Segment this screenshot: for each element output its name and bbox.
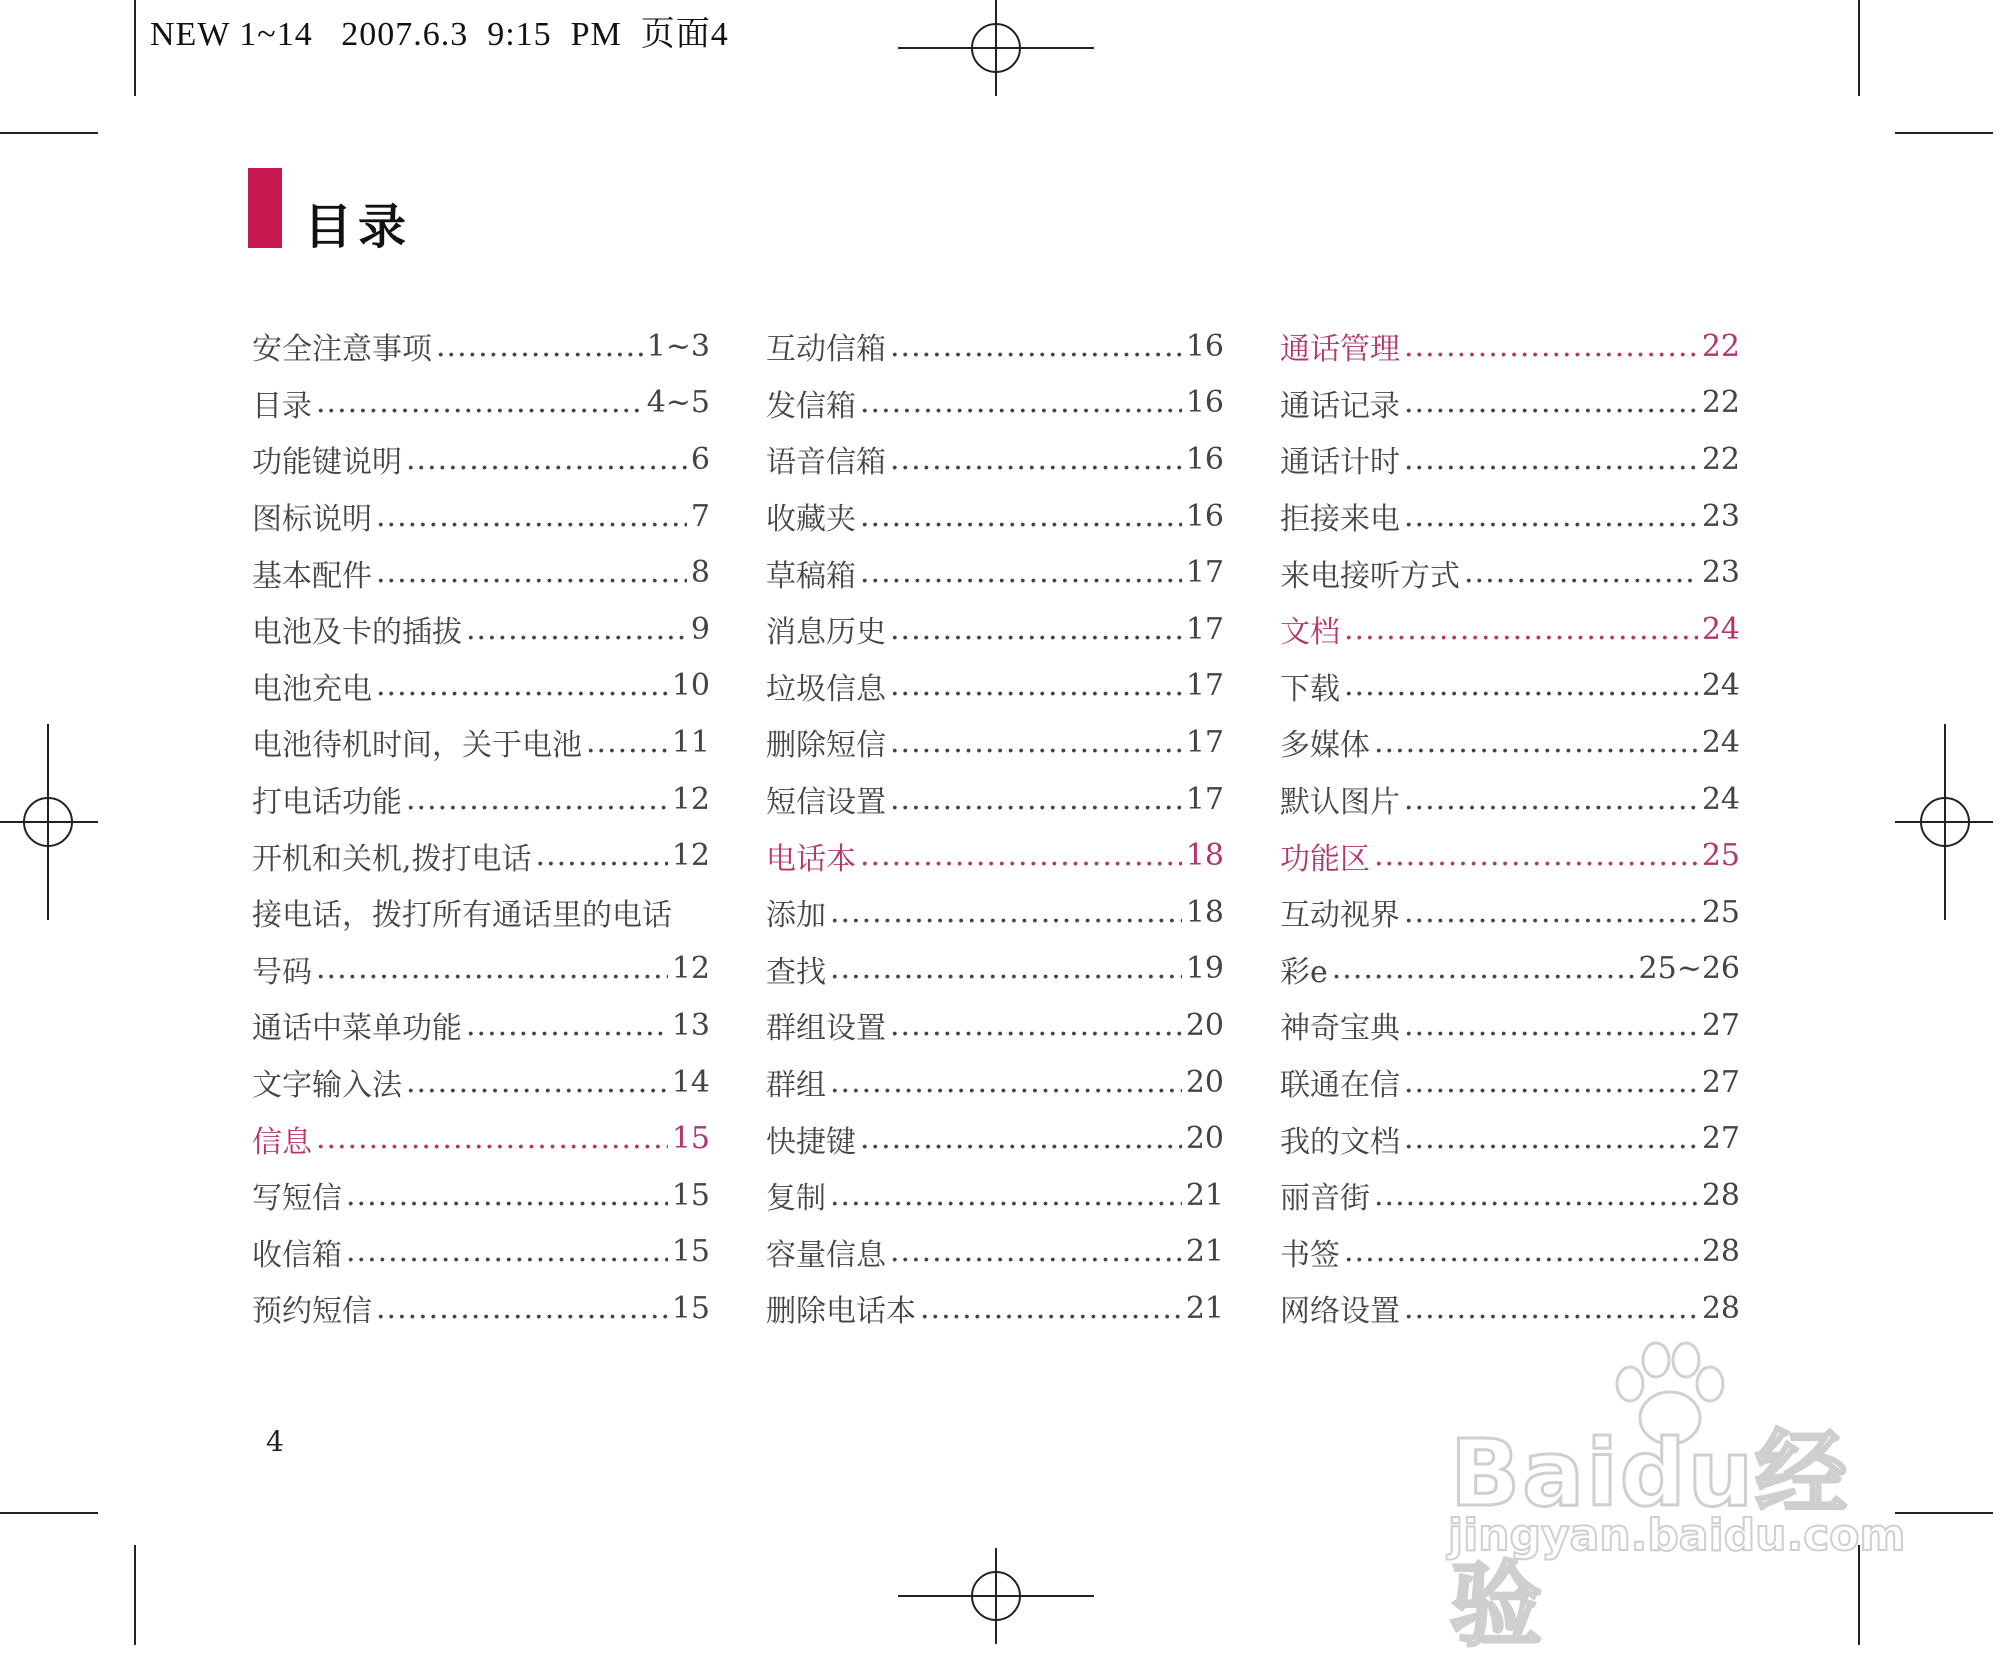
toc-entry [252, 544, 710, 601]
toc-leader-dots [466, 612, 687, 647]
toc-entry-page: 15 [671, 1290, 710, 1326]
toc-column-3 [1280, 318, 1740, 1337]
crop-mark [1858, 0, 1860, 96]
toc-leader-dots [1404, 782, 1698, 817]
toc-leader-dots [376, 499, 687, 534]
toc-entry-page: 16 [1185, 385, 1224, 421]
toc-entry-page: 21 [1185, 1177, 1224, 1213]
toc-entry-label: 互动视界 [1280, 898, 1400, 934]
toc-entry [766, 1110, 1224, 1167]
toc-entry-label: 预约短信 [252, 1294, 372, 1330]
toc-entry-page: 16 [1185, 441, 1224, 477]
toc-entry-page: 27 [1701, 1121, 1740, 1157]
toc-entry-page: 24 [1701, 611, 1740, 647]
crop-mark [0, 132, 98, 134]
toc-entry-label: 功能区 [1280, 841, 1370, 877]
toc-leader-dots [1404, 1121, 1698, 1156]
toc-entry-label: 下载 [1280, 671, 1340, 707]
toc-entry-label: 删除电话本 [766, 1294, 916, 1330]
toc-entry-label: 群组 [766, 1068, 826, 1104]
crop-mark [134, 0, 136, 96]
toc-leader-dots [346, 1234, 668, 1269]
watermark-brand: Baidu经验 [1450, 1420, 1850, 1659]
toc-entry-label: 收藏夹 [766, 502, 856, 538]
toc-entry [1280, 714, 1740, 771]
registration-mark-top [898, 0, 1094, 98]
toc-entry-label: 拒接来电 [1280, 502, 1400, 538]
toc-entry [1280, 601, 1740, 658]
toc-column-1 [252, 318, 710, 1337]
toc-entry [252, 318, 710, 375]
toc-entry-label: 来电接听方式 [1280, 558, 1460, 594]
toc-entry [252, 1224, 710, 1281]
toc-entry-page: 8 [690, 555, 710, 591]
watermark-url: jingyan.baidu.com [1448, 1510, 1906, 1561]
toc-entry [252, 827, 710, 884]
toc-column-2 [766, 318, 1224, 1337]
toc-leader-dots [860, 1121, 1182, 1156]
toc-entry [766, 1280, 1224, 1337]
toc-entry [1280, 827, 1740, 884]
toc-entry-label: 复制 [766, 1181, 826, 1217]
toc-entry [1280, 431, 1740, 488]
toc-entry-page: 17 [1185, 555, 1224, 591]
toc-entry-page: 4~5 [646, 385, 710, 421]
toc-entry-page: 7 [690, 498, 710, 534]
toc-entry-label: 我的文档 [1280, 1124, 1400, 1160]
toc-entry [766, 884, 1224, 941]
toc-entry-label: 快捷键 [766, 1124, 856, 1160]
toc-entry-page: 17 [1185, 724, 1224, 760]
toc-entry-label: 短信设置 [766, 785, 886, 821]
toc-leader-dots [830, 951, 1182, 986]
toc-entry-page: 15 [671, 1121, 710, 1157]
toc-entry-label: 写短信 [252, 1181, 342, 1217]
toc-entry-label: 删除短信 [766, 728, 886, 764]
toc-leader-dots [406, 1065, 668, 1100]
toc-leader-dots [890, 1234, 1182, 1269]
toc-entry-page: 15 [671, 1177, 710, 1213]
toc-leader-dots [316, 1121, 668, 1156]
toc-entry-label: 通话计时 [1280, 445, 1400, 481]
toc-entry [1280, 884, 1740, 941]
toc-leader-dots [376, 1291, 668, 1326]
toc-entry [1280, 658, 1740, 715]
toc-entry-label: 添加 [766, 898, 826, 934]
toc-entry-label: 垃圾信息 [766, 671, 886, 707]
toc-entry-page: 27 [1701, 1007, 1740, 1043]
toc-leader-dots [1404, 1291, 1698, 1326]
toc-entry-page: 18 [1185, 838, 1224, 874]
page-number: 4 [266, 1425, 284, 1458]
toc-leader-dots [346, 1178, 668, 1213]
toc-entry-page: 13 [671, 1007, 710, 1043]
toc-entry-page: 28 [1701, 1290, 1740, 1326]
toc-leader-dots [890, 329, 1182, 364]
toc-entry [252, 601, 710, 658]
toc-entry-label: 打电话功能 [252, 785, 402, 821]
toc-entry [1280, 941, 1740, 998]
toc-entry [766, 997, 1224, 1054]
toc-entry-label: 文档 [1280, 615, 1340, 651]
toc-entry [766, 601, 1224, 658]
toc-entry-label: 通话管理 [1280, 332, 1400, 368]
toc-entry-page: 23 [1701, 555, 1740, 591]
toc-leader-dots [860, 555, 1182, 590]
crop-mark [134, 1545, 136, 1645]
toc-entry-label: 通话中菜单功能 [252, 1011, 462, 1047]
toc-entry-label: 互动信箱 [766, 332, 886, 368]
toc-leader-dots [890, 442, 1182, 477]
toc-entry-label: 安全注意事项 [252, 332, 432, 368]
toc-leader-dots [1344, 668, 1698, 703]
toc-entry-page: 12 [671, 781, 710, 817]
toc-leader-dots [536, 838, 668, 873]
toc-entry-page: 28 [1701, 1177, 1740, 1213]
toc-leader-dots [436, 329, 643, 364]
toc-entry-page: 27 [1701, 1064, 1740, 1100]
toc-entry-page: 18 [1185, 894, 1224, 930]
toc-entry [252, 997, 710, 1054]
crop-mark [1895, 132, 1993, 134]
toc-entry-page: 17 [1185, 611, 1224, 647]
toc-entry-page: 22 [1701, 328, 1740, 364]
toc-entry [766, 488, 1224, 545]
toc-entry-label: 接电话，拨打所有通话里的电话 [252, 898, 672, 934]
toc-entry [766, 318, 1224, 375]
baidu-watermark [1440, 1340, 1920, 1659]
toc-entry [1280, 318, 1740, 375]
toc-entry [1280, 771, 1740, 828]
toc-entry-page: 17 [1185, 781, 1224, 817]
toc-leader-dots [920, 1291, 1182, 1326]
toc-entry-label: 神奇宝典 [1280, 1011, 1400, 1047]
toc-entry [252, 488, 710, 545]
toc-entry [766, 1054, 1224, 1111]
toc-leader-dots [1464, 555, 1698, 590]
toc-entry-label: 电话本 [766, 841, 856, 877]
toc-entry-page: 22 [1701, 385, 1740, 421]
toc-leader-dots [1374, 838, 1698, 873]
title-accent-bar [248, 168, 282, 248]
toc-entry [1280, 375, 1740, 432]
toc-entry [766, 771, 1224, 828]
toc-leader-dots [860, 838, 1182, 873]
toc-entry-page: 22 [1701, 441, 1740, 477]
toc-entry [252, 1167, 710, 1224]
toc-entry [1280, 1280, 1740, 1337]
toc-entry-label: 消息历史 [766, 615, 886, 651]
toc-leader-dots [1374, 725, 1698, 760]
toc-leader-dots [1404, 442, 1698, 477]
toc-entry-label: 功能键说明 [252, 445, 402, 481]
toc-entry-label: 基本配件 [252, 558, 372, 594]
toc-entry [766, 1224, 1224, 1281]
toc-leader-dots [1344, 612, 1698, 647]
toc-entry-label: 查找 [766, 954, 826, 990]
toc-entry-label: 开机和关机,拨打电话 [252, 841, 532, 877]
toc-entry-label: 联通在信 [1280, 1068, 1400, 1104]
toc-entry-page: 19 [1185, 951, 1224, 987]
toc-leader-dots [1404, 329, 1698, 364]
toc-entry-label: 语音信箱 [766, 445, 886, 481]
toc-leader-dots [890, 668, 1182, 703]
toc-leader-dots [466, 1008, 668, 1043]
toc-entry-page: 25~26 [1638, 951, 1740, 987]
toc-leader-dots [860, 385, 1182, 420]
toc-leader-dots [830, 1178, 1182, 1213]
toc-entry [766, 827, 1224, 884]
toc-leader-dots [830, 1065, 1182, 1100]
toc-entry-label: 发信箱 [766, 388, 856, 424]
toc-leader-dots [860, 499, 1182, 534]
toc-entry-label: 电池待机时间，关于电池 [252, 728, 582, 764]
toc-leader-dots [586, 725, 668, 760]
print-header: NEW 1~14 2007.6.3 9:15 PM 页面4 [150, 16, 729, 53]
toc-entry-page: 24 [1701, 724, 1740, 760]
toc-entry-page: 25 [1701, 894, 1740, 930]
registration-mark-right [1895, 724, 1993, 920]
toc-leader-dots [1404, 895, 1698, 930]
toc-entry-page: 11 [671, 724, 710, 760]
toc-entry-page: 20 [1185, 1007, 1224, 1043]
toc-entry-page: 25 [1701, 838, 1740, 874]
toc-entry-page: 9 [690, 611, 710, 647]
toc-entry [252, 714, 710, 771]
toc-entry [766, 714, 1224, 771]
toc-entry-page: 24 [1701, 668, 1740, 704]
page-title: 目录 [304, 199, 413, 255]
toc-entry-page: 16 [1185, 328, 1224, 364]
toc-entry [1280, 1110, 1740, 1167]
toc-leader-dots [890, 782, 1182, 817]
toc-entry-page: 14 [671, 1064, 710, 1100]
toc-entry [1280, 1054, 1740, 1111]
toc-leader-dots [406, 782, 668, 817]
toc-entry-label: 网络设置 [1280, 1294, 1400, 1330]
toc-leader-dots [1404, 1008, 1698, 1043]
toc-leader-dots [1404, 1065, 1698, 1100]
toc-leader-dots [316, 951, 668, 986]
toc-entry-label: 彩e [1280, 954, 1328, 990]
toc-entry [766, 1167, 1224, 1224]
toc-entry-label: 信息 [252, 1124, 312, 1160]
toc-entry-page: 17 [1185, 668, 1224, 704]
toc-entry-label: 文字输入法 [252, 1068, 402, 1104]
toc-leader-dots [1404, 385, 1698, 420]
toc-entry [1280, 488, 1740, 545]
toc-entry-label: 目录 [252, 388, 312, 424]
toc-leader-dots [890, 612, 1182, 647]
toc-entry-page: 28 [1701, 1234, 1740, 1270]
toc-entry [252, 431, 710, 488]
toc-entry-page: 10 [671, 668, 710, 704]
toc-entry-label: 群组设置 [766, 1011, 886, 1047]
toc-entry-page: 24 [1701, 781, 1740, 817]
toc-entry [252, 375, 710, 432]
toc-entry [252, 771, 710, 828]
toc-entry [1280, 544, 1740, 601]
toc-leader-dots [1332, 951, 1635, 986]
toc-entry-page: 16 [1185, 498, 1224, 534]
toc-entry-page: 21 [1185, 1234, 1224, 1270]
toc-entry-label: 通话记录 [1280, 388, 1400, 424]
toc-entry-label: 电池充电 [252, 671, 372, 707]
toc-entry-label: 默认图片 [1280, 785, 1400, 821]
toc-leader-dots [890, 725, 1182, 760]
toc-entry-label: 号码 [252, 954, 312, 990]
toc-entry [252, 1054, 710, 1111]
toc-entry-page: 6 [690, 441, 710, 477]
toc-entry [766, 375, 1224, 432]
toc-entry [766, 431, 1224, 488]
registration-mark-left [0, 724, 98, 920]
toc-entry [252, 1280, 710, 1337]
toc-leader-dots [890, 1008, 1182, 1043]
toc-entry [766, 941, 1224, 998]
toc-entry [1280, 1224, 1740, 1281]
toc-leader-dots [406, 442, 687, 477]
toc-entry-label: 电池及卡的插拔 [252, 615, 462, 651]
toc-entry-page: 12 [671, 951, 710, 987]
toc-leader-dots [1404, 499, 1698, 534]
crop-mark [0, 1512, 98, 1514]
toc-entry-page: 21 [1185, 1290, 1224, 1326]
toc-entry [252, 884, 710, 941]
toc-entry-label: 图标说明 [252, 502, 372, 538]
toc-entry-page: 15 [671, 1234, 710, 1270]
toc-entry-label: 丽音街 [1280, 1181, 1370, 1217]
toc-entry-label: 容量信息 [766, 1237, 886, 1273]
toc-entry-label: 书签 [1280, 1237, 1340, 1273]
toc-leader-dots [316, 385, 643, 420]
toc-leader-dots [1344, 1234, 1698, 1269]
toc-entry-page: 12 [671, 838, 710, 874]
toc-entry-page: 20 [1185, 1064, 1224, 1100]
toc-entry-page: 23 [1701, 498, 1740, 534]
toc-entry-page: 20 [1185, 1121, 1224, 1157]
toc-leader-dots [1374, 1178, 1698, 1213]
toc-leader-dots [830, 895, 1182, 930]
toc-entry [766, 544, 1224, 601]
toc-entry [1280, 997, 1740, 1054]
toc-entry [766, 658, 1224, 715]
toc-entry-label: 草稿箱 [766, 558, 856, 594]
toc-leader-dots [376, 668, 668, 703]
toc-entry-page: 1~3 [646, 328, 710, 364]
toc-entry [252, 658, 710, 715]
toc-entry [252, 1110, 710, 1167]
toc-entry-label: 多媒体 [1280, 728, 1370, 764]
toc-entry [1280, 1167, 1740, 1224]
toc-entry [252, 941, 710, 998]
toc-entry-label: 收信箱 [252, 1237, 342, 1273]
toc-leader-dots [376, 555, 687, 590]
